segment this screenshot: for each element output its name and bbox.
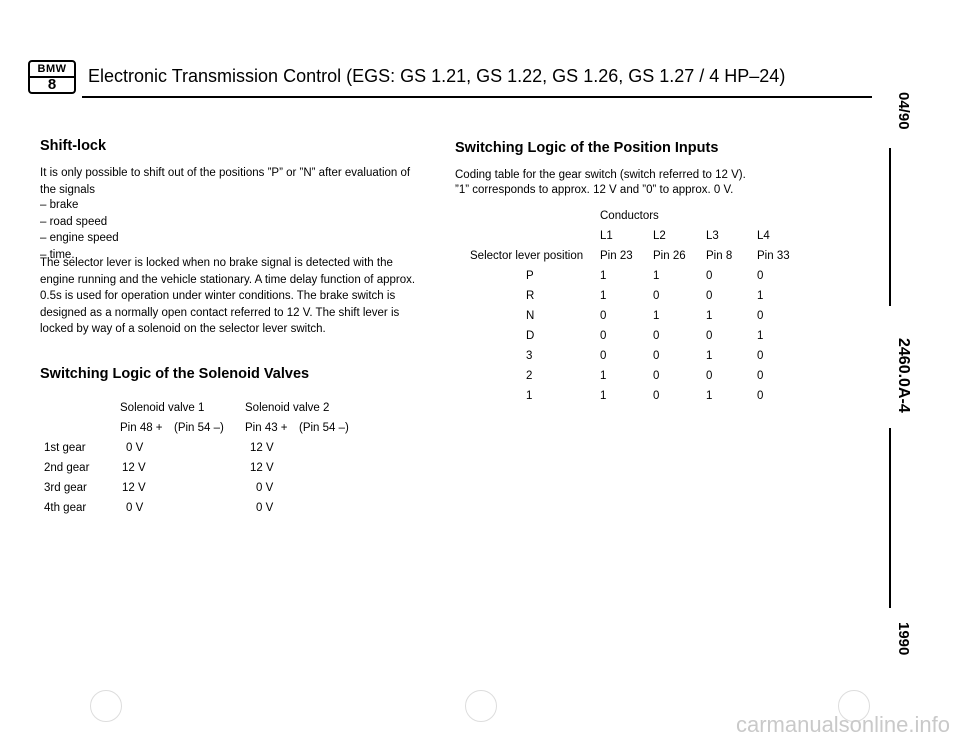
gear-label: 1st gear [44, 442, 86, 454]
solenoid-col2-header: Solenoid valve 2 [245, 402, 330, 414]
table-cell: 0 [600, 310, 607, 322]
table-cell: 1 [653, 270, 660, 282]
table-cell: 0 [757, 270, 764, 282]
position-line-1: Coding table for the gear switch (switch referred to 12 V). [455, 169, 746, 181]
table-cell: 0 [653, 370, 660, 382]
watermark: carmanualsonline.info [735, 712, 950, 737]
solenoid-heading: Switching Logic of the Solenoid Valves [40, 366, 310, 382]
shiftlock-intro: It is only possible to shift out of the positions ”P” or ”N” after evaluation of the signals [40, 167, 411, 196]
selector-position: 1 [526, 390, 533, 402]
valve2-value: 12 V [250, 462, 274, 474]
gear-label: 3rd gear [44, 482, 87, 494]
signal-list [40, 197, 425, 263]
table-cell: 1 [653, 310, 660, 322]
bmw-logo [28, 60, 76, 94]
shiftlock-body: The selector lever is locked when no brake signal is detected with the engine running and the vehicle stationary. A time delay function of approx. 0.5s is used for operation under winter conditions. The brake switch is designed as a normally open contact referred to 12 V. The shift lever is locked by way of a solenoid on the selector lever switch. [40, 257, 416, 335]
binder-hole [90, 690, 122, 722]
table-cell: 0 [706, 370, 713, 382]
table-cell: 0 [757, 310, 764, 322]
logo-number: 8 [47, 76, 57, 93]
table-cell: 1 [706, 310, 713, 322]
solenoid-col1-pin-neg: (Pin 54 –) [174, 422, 224, 434]
solenoid-col1-header: Solenoid valve 1 [120, 402, 205, 414]
table-cell: 1 [757, 330, 764, 342]
valve1-value: 0 V [126, 502, 144, 514]
table-cell: 0 [653, 330, 660, 342]
side-date: 04/90 [895, 92, 912, 130]
conductors-label: Conductors [600, 210, 659, 222]
table-cell: 1 [600, 390, 607, 402]
valve2-value: 0 V [256, 482, 274, 494]
solenoid-col1-pin-pos: Pin 48 + [120, 422, 163, 434]
side-line-1 [889, 148, 891, 306]
pin-header: Pin 33 [757, 250, 790, 262]
table-cell: 1 [706, 350, 713, 362]
table-cell: 0 [600, 330, 607, 342]
solenoid-col2-pin-neg: (Pin 54 –) [299, 422, 349, 434]
conductor-header: L4 [757, 230, 770, 242]
side-line-2 [889, 428, 891, 608]
table-cell: 1 [600, 290, 607, 302]
table-cell: 0 [653, 390, 660, 402]
table-cell: 0 [757, 370, 764, 382]
table-cell: 0 [600, 350, 607, 362]
pin-header: Pin 26 [653, 250, 686, 262]
valve1-value: 0 V [126, 442, 144, 454]
conductor-header: L1 [600, 230, 613, 242]
valve1-value: 12 V [122, 482, 146, 494]
table-cell: 0 [653, 350, 660, 362]
conductor-header: L2 [653, 230, 666, 242]
pin-header: Pin 23 [600, 250, 633, 262]
conductor-header: L3 [706, 230, 719, 242]
table-cell: 1 [600, 370, 607, 382]
table-cell: 0 [706, 290, 713, 302]
shiftlock-heading: Shift-lock [40, 138, 107, 154]
table-cell: 0 [757, 390, 764, 402]
pin-header: Pin 8 [706, 250, 733, 262]
table-cell: 1 [757, 290, 764, 302]
table-cell: 0 [653, 290, 660, 302]
side-year: 1990 [895, 622, 912, 656]
logo-brand: BMW [30, 62, 74, 78]
table-cell: 1 [706, 390, 713, 402]
valve2-value: 12 V [250, 442, 274, 454]
table-cell: 0 [706, 330, 713, 342]
document-title: Electronic Transmission Control (EGS: GS 1.21, GS 1.22, GS 1.26, GS 1.27 / 4 HP–24) [88, 66, 786, 86]
side-code: 2460.0A-4 [895, 338, 912, 413]
signal-item: – brake [40, 199, 79, 211]
valve2-value: 0 V [256, 502, 274, 514]
table-cell: 0 [757, 350, 764, 362]
position-heading: Switching Logic of the Position Inputs [455, 140, 719, 156]
selector-position: D [526, 330, 535, 342]
signal-item: – road speed [40, 215, 108, 228]
binder-hole [465, 690, 497, 722]
signal-item: – time. [40, 248, 75, 261]
position-line-2: ”1” corresponds to approx. 12 V and ”0” to approx. 0 V. [455, 184, 734, 196]
selector-label: Selector lever position [470, 250, 584, 262]
selector-position: P [526, 270, 534, 282]
header-rule [82, 96, 872, 98]
gear-label: 4th gear [44, 502, 87, 514]
signal-item: – engine speed [40, 232, 119, 244]
solenoid-col2-pin-pos: Pin 43 + [245, 422, 288, 434]
selector-position: N [526, 310, 535, 322]
selector-position: 3 [526, 350, 533, 362]
valve1-value: 12 V [122, 462, 146, 474]
table-cell: 1 [600, 270, 607, 282]
selector-position: R [526, 290, 535, 302]
selector-position: 2 [526, 370, 533, 382]
gear-label: 2nd gear [44, 462, 90, 474]
table-cell: 0 [706, 270, 713, 282]
